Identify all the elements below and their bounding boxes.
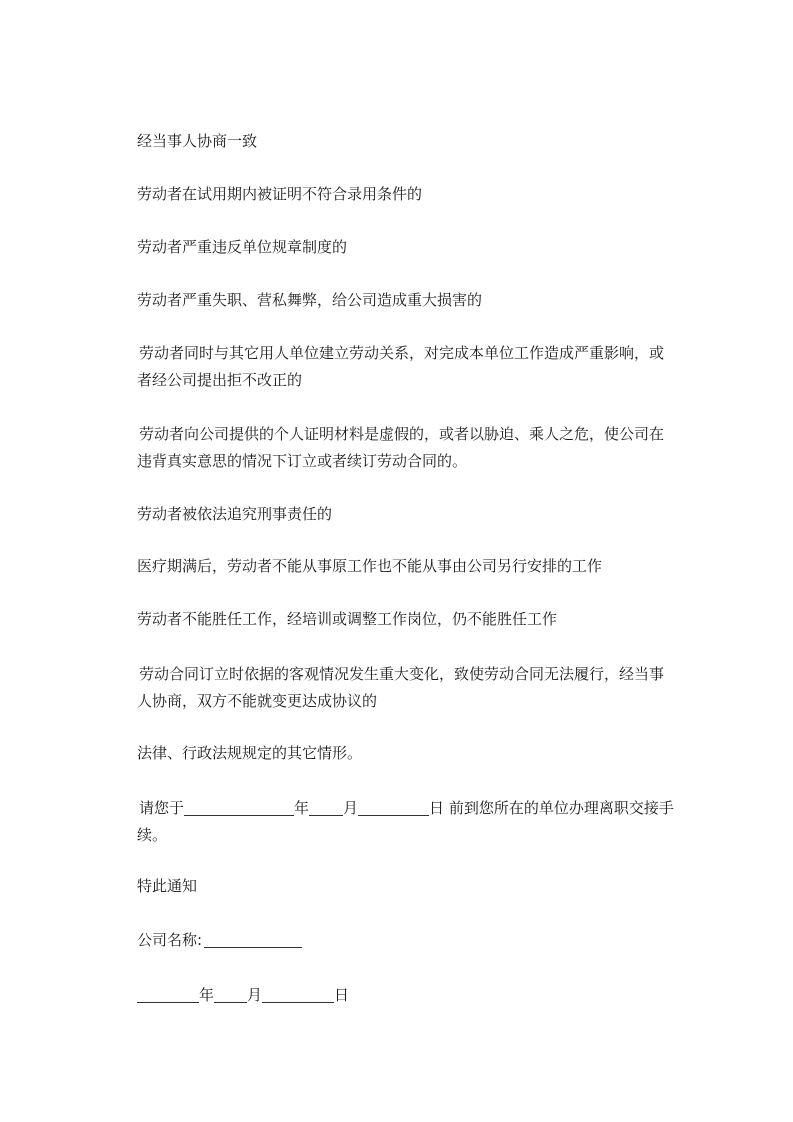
clause-false-documents bbox=[137, 421, 709, 475]
signature-year-blank[interactable] bbox=[137, 986, 199, 1003]
clause-other-legal: 法律、行政法规规定的其它情形。 bbox=[137, 744, 363, 762]
closing-text: 特此通知 bbox=[137, 877, 198, 895]
signature-year-label: 年 bbox=[199, 986, 215, 1004]
handover-notice bbox=[137, 795, 709, 849]
notice-day-blank[interactable] bbox=[358, 799, 429, 816]
signature-month-label: 月 bbox=[247, 986, 263, 1004]
signature-date-line bbox=[137, 982, 709, 1009]
clause-mutual-agreement: 经当事人协商一致 bbox=[137, 132, 258, 150]
clause-circumstance-change bbox=[137, 661, 709, 715]
clause-incompetence: 劳动者不能胜任工作，经培训或调整工作岗位，仍不能胜任工作 bbox=[137, 610, 558, 628]
clause-circumstance-change-line2: 人协商，双方不能就变更达成协议的 bbox=[137, 692, 378, 710]
company-name-blank[interactable] bbox=[204, 931, 302, 948]
clause-criminal: 劳动者被依法追究刑事责任的 bbox=[137, 505, 333, 523]
clause-rule-violation: 劳动者严重违反单位规章制度的 bbox=[137, 238, 348, 256]
company-name-label: 公司名称: bbox=[137, 931, 203, 949]
handover-notice-line1 bbox=[137, 795, 709, 822]
signature-day-label: 日 bbox=[334, 986, 350, 1004]
signature-month-blank[interactable] bbox=[214, 986, 247, 1003]
notice-year-blank[interactable] bbox=[184, 799, 294, 816]
company-name-line bbox=[137, 927, 709, 954]
notice-month-blank[interactable] bbox=[309, 799, 343, 816]
clause-dual-employment bbox=[137, 340, 709, 394]
notice-day-label: 日 bbox=[429, 799, 445, 817]
notice-month-label: 月 bbox=[343, 799, 359, 817]
clause-dual-employment-line1: 劳动者同时与其它用人单位建立劳动关系，对完成本单位工作造成严重影响，或 bbox=[139, 344, 665, 362]
notice-year-label: 年 bbox=[294, 799, 310, 817]
clause-probation: 劳动者在试用期内被证明不符合录用条件的 bbox=[137, 185, 423, 203]
clause-circumstance-change-line1: 劳动合同订立时依据的客观情况发生重大变化，致使劳动合同无法履行，经当事 bbox=[139, 665, 665, 683]
signature-day-blank[interactable] bbox=[262, 986, 334, 1003]
notice-suffix-line2: 续。 bbox=[137, 826, 168, 844]
clause-dereliction: 劳动者严重失职、营私舞弊，给公司造成重大损害的 bbox=[137, 291, 483, 309]
notice-suffix-line1: 前到您所在的单位办理离职交接手 bbox=[444, 799, 674, 817]
clause-dual-employment-line2: 者经公司提出拒不改正的 bbox=[137, 371, 303, 389]
clause-false-documents-line1: 劳动者向公司提供的个人证明材料是虚假的，或者以胁迫、乘人之危，使公司在 bbox=[139, 425, 665, 443]
clause-medical-period: 医疗期满后，劳动者不能从事原工作也不能从事由公司另行安排的工作 bbox=[137, 557, 603, 575]
clause-false-documents-line2: 违背真实意思的情况下订立或者续订劳动合同的。 bbox=[137, 452, 468, 470]
notice-prefix: 请您于 bbox=[139, 799, 185, 817]
